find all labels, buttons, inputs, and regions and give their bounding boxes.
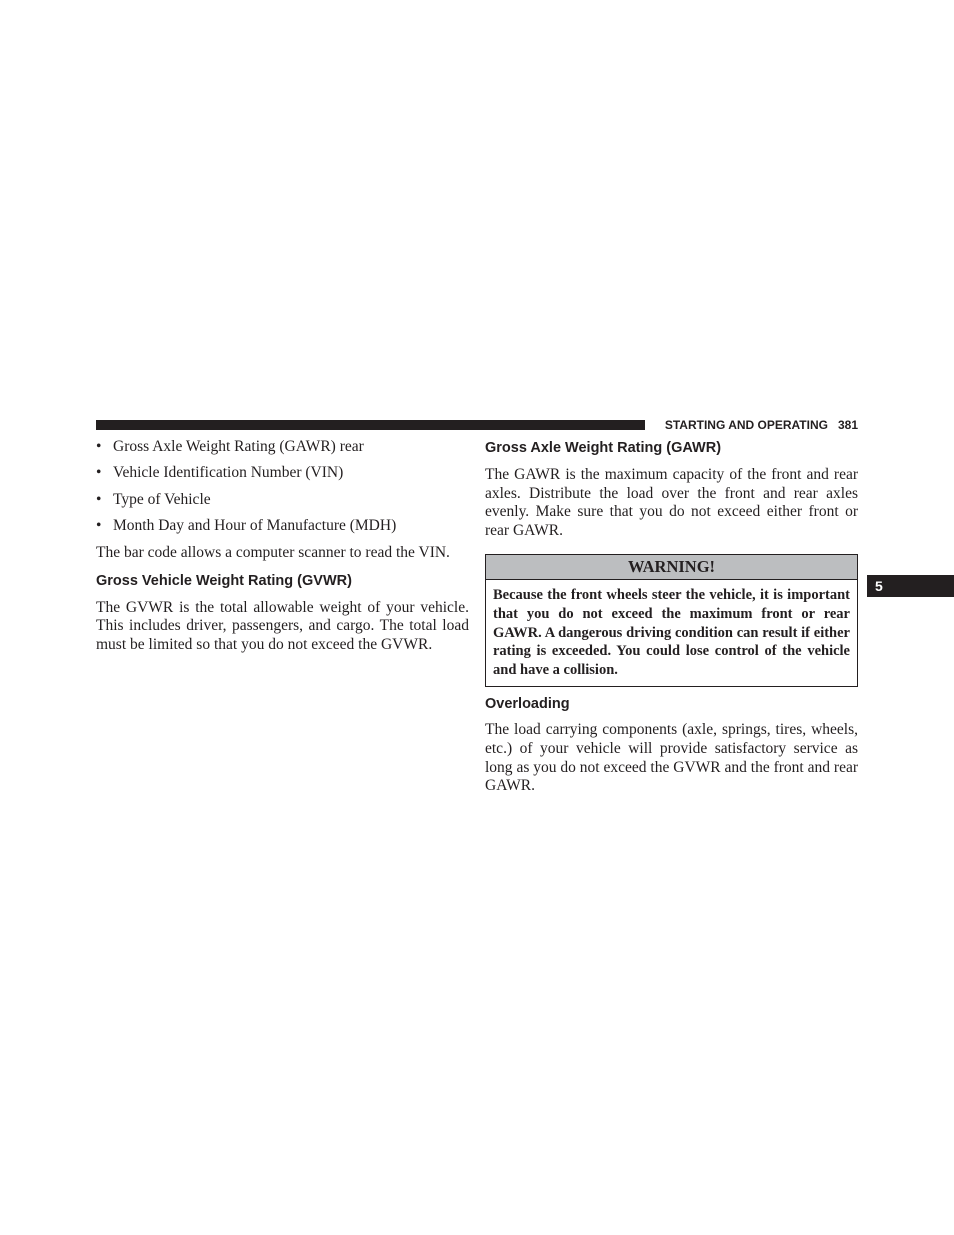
overloading-paragraph: The load carrying components (axle, springs, tires, wheels, etc.) of your vehicle will provide satisfactory service as long as you do not exceed the GVWR and the front and rear GAWR. xyxy=(485,721,858,795)
overloading-heading: Overloading xyxy=(485,696,570,713)
left-column xyxy=(96,438,469,654)
gvwr-paragraph: The GVWR is the total allowable weight of your vehicle. This includes driver, passengers, and cargo. The total load must be limited so that you do not exceed the GVWR. xyxy=(96,598,469,653)
warning-box xyxy=(485,554,858,687)
gawr-heading: Gross Axle Weight Rating (GAWR) xyxy=(485,440,722,456)
right-column xyxy=(485,438,858,796)
header-rule xyxy=(96,420,645,430)
page-number: 381 xyxy=(837,418,858,432)
warning-title: WARNING! xyxy=(486,555,857,580)
label-contents-list xyxy=(96,438,469,536)
warning-text: Because the front wheels steer the vehicle, it is important that you do not exceed the maximum front or rear GAWR. A dangerous driving condition can result if either rating is exceeded. You could lose control of the vehicle and have a collision. xyxy=(493,587,850,678)
running-header xyxy=(653,417,858,433)
section-title: STARTING AND OPERATING xyxy=(664,418,828,432)
list-item: • Month Day and Hour of Manufacture (MDH) xyxy=(96,517,397,535)
chapter-number: 5 xyxy=(875,578,883,594)
list-item: • Vehicle Identification Number (VIN) xyxy=(96,464,344,482)
gawr-paragraph: The GAWR is the maximum capacity of the front and rear axles. Distribute the load over the front and rear axles evenly. Make sure that you do not exceed either front or rear GAWR. xyxy=(485,466,858,539)
bar-code-paragraph: The bar code allows a computer scanner to read the VIN. xyxy=(96,543,450,561)
bullet-icon: • xyxy=(96,517,102,535)
bullet-icon: • xyxy=(96,464,102,482)
chapter-tab xyxy=(867,575,954,597)
gvwr-heading: Gross Vehicle Weight Rating (GVWR) xyxy=(96,572,352,589)
bullet-icon: • xyxy=(96,490,102,508)
list-item: • Type of Vehicle xyxy=(96,490,211,508)
bullet-icon: • xyxy=(96,438,102,455)
list-item: • Gross Axle Weight Rating (GAWR) rear xyxy=(96,438,364,455)
